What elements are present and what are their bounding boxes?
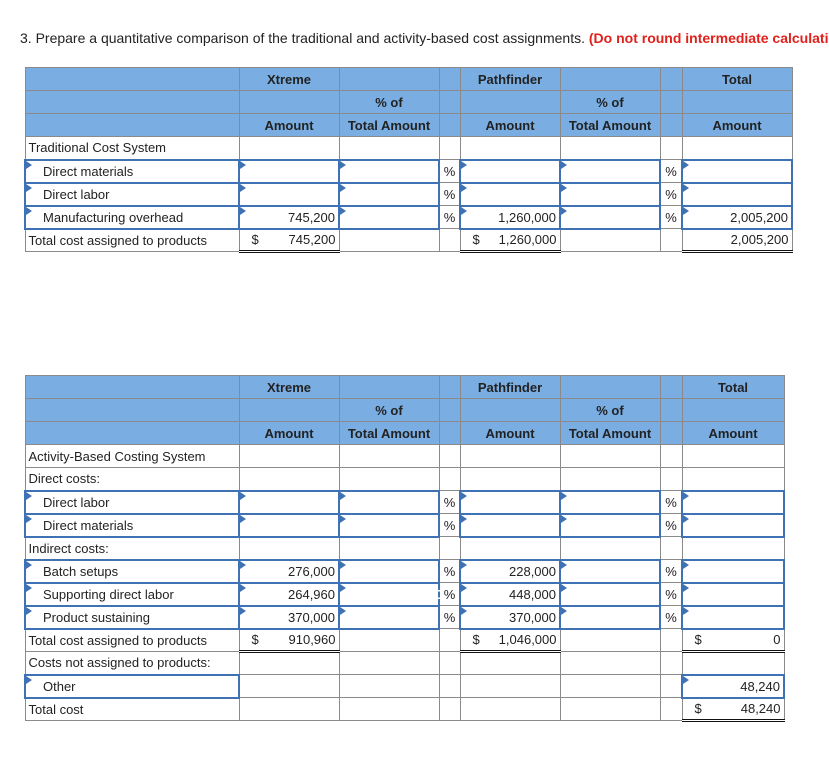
row-label: Total cost assigned to products: [28, 232, 207, 248]
input-pathfinder-amount[interactable]: [460, 560, 560, 583]
header-total-amount: Amount: [682, 422, 784, 445]
row-label: Indirect costs:: [28, 540, 109, 556]
input-label[interactable]: [25, 160, 239, 183]
cell-xtreme-percent: [339, 468, 439, 491]
cell-pathfinder-percent-sign: [660, 160, 682, 183]
input-xtreme-amount[interactable]: [239, 183, 339, 206]
cell-xtreme-percent: [339, 537, 439, 560]
cell-pathfinder-percent-sign: [660, 583, 682, 606]
header-row: [25, 422, 784, 445]
cell-value: 745,200: [288, 209, 335, 225]
header-row: [25, 376, 784, 399]
traditional-cost-table: [24, 67, 793, 253]
cell-xtreme-percent-sign: [439, 537, 460, 560]
cell-xtreme-percent: [339, 137, 439, 160]
percent-sign: %: [665, 609, 677, 625]
table-row: [25, 183, 792, 206]
input-label[interactable]: [25, 560, 239, 583]
cell-value: 448,000: [509, 586, 556, 602]
cell-xtreme-percent-sign: [439, 583, 460, 606]
header-pathfinder-amount: Pathfinder: [460, 68, 560, 91]
input-label[interactable]: [25, 491, 239, 514]
header-pathfinder-percent-sign: [660, 114, 682, 137]
header-row: [25, 399, 784, 422]
header-label: [25, 114, 239, 137]
percent-sign: %: [443, 186, 456, 202]
input-pathfinder-percent[interactable]: [560, 491, 660, 514]
header-xtreme-amount: Xtreme: [239, 376, 339, 399]
cell-pathfinder-percent-sign: [660, 137, 682, 160]
cell-value: 1,260,000: [498, 232, 557, 248]
percent-sign: %: [443, 517, 456, 533]
input-xtreme-percent[interactable]: [339, 606, 439, 629]
row-label: Traditional Cost System: [28, 140, 167, 156]
cell-label: [25, 468, 239, 491]
percent-sign: %: [665, 494, 677, 510]
cell-pathfinder-percent: [560, 468, 660, 491]
percent-sign: %: [443, 209, 456, 225]
input-total-amount[interactable]: [682, 560, 784, 583]
cell-value: 276,000: [288, 563, 335, 579]
header-total-amount: [682, 91, 792, 114]
input-pathfinder-amount[interactable]: [460, 514, 560, 537]
rounding-note: (Do not round intermediate calculati: [588, 30, 829, 46]
dollar-sign: $: [251, 632, 259, 648]
input-label[interactable]: [25, 606, 239, 629]
row-label: Manufacturing overhead: [43, 209, 184, 225]
cell-xtreme-percent-sign: [439, 229, 460, 252]
cell-xtreme-amount: [239, 229, 339, 252]
cell-xtreme-percent: [339, 675, 439, 698]
table-row: [25, 514, 784, 537]
input-total-amount[interactable]: [682, 675, 784, 698]
input-label[interactable]: [25, 514, 239, 537]
input-total-amount[interactable]: [682, 491, 784, 514]
cell-label: [25, 698, 239, 721]
header-pathfinder-amount: Amount: [460, 422, 560, 445]
header-pathfinder-percent-sign: [660, 422, 682, 445]
cell-xtreme-percent: [339, 445, 439, 468]
cell-pathfinder-amount: [460, 629, 560, 652]
cell-value: 1,046,000: [498, 632, 557, 648]
input-label[interactable]: [25, 583, 239, 606]
input-xtreme-percent[interactable]: [339, 160, 439, 183]
percent-sign: %: [665, 563, 677, 579]
header-label: [25, 376, 239, 399]
table-row: [25, 583, 784, 606]
cell-xtreme-percent-sign: [439, 137, 460, 160]
cell-total-amount: [682, 229, 792, 252]
percent-sign: %: [665, 186, 677, 202]
dollar-sign: $: [251, 232, 259, 248]
input-xtreme-amount[interactable]: [239, 206, 339, 229]
header-row: [25, 91, 792, 114]
header-xtreme-percent-sign: [439, 376, 460, 399]
header-xtreme-percent: % of: [339, 399, 439, 422]
percent-sign: %: [443, 609, 456, 625]
cell-value: 48,240: [740, 678, 780, 694]
question-text: 3. Prepare a quantitative comparison of the traditional and activity-based cost assignments.: [20, 30, 585, 46]
cell-value: 910,960: [288, 632, 336, 648]
header-pathfinder-percent: % of: [560, 91, 660, 114]
cell-xtreme-percent-sign: [439, 468, 460, 491]
cell-value: 2,005,200: [730, 209, 788, 225]
cell-pathfinder-amount: [460, 229, 560, 252]
cell-pathfinder-percent-sign: [660, 491, 682, 514]
table-row: [25, 137, 792, 160]
header-pathfinder-amount: [460, 91, 560, 114]
header-xtreme-amount: Amount: [239, 422, 339, 445]
dollar-sign: $: [472, 632, 480, 648]
cell-pathfinder-percent-sign: [660, 514, 682, 537]
input-xtreme-percent[interactable]: [339, 560, 439, 583]
cell-total-amount: [682, 652, 784, 675]
row-label: Direct labor: [43, 494, 110, 510]
cell-value: 228,000: [509, 563, 556, 579]
cell-label: [25, 629, 239, 652]
row-label: Activity-Based Costing System: [28, 448, 206, 464]
input-xtreme-percent[interactable]: [339, 206, 439, 229]
input-xtreme-percent[interactable]: [339, 514, 439, 537]
input-pathfinder-percent[interactable]: [560, 606, 660, 629]
input-pathfinder-amount[interactable]: [460, 206, 560, 229]
header-xtreme-percent-sign: [439, 422, 460, 445]
header-label: [25, 91, 239, 114]
input-pathfinder-amount[interactable]: [460, 160, 560, 183]
table-row: [25, 160, 792, 183]
row-label: Direct materials: [43, 517, 134, 533]
input-pathfinder-percent[interactable]: [560, 183, 660, 206]
cell-pathfinder-percent: [560, 137, 660, 160]
percent-sign: %: [443, 563, 456, 579]
dollar-sign: $: [694, 701, 702, 717]
cell-xtreme-percent-sign: [439, 606, 460, 629]
header-xtreme-percent-sign: [439, 399, 460, 422]
header-pathfinder-percent-sign: [660, 91, 682, 114]
table-row: [25, 652, 784, 675]
table-row: [25, 229, 792, 252]
input-xtreme-amount[interactable]: [239, 160, 339, 183]
header-xtreme-percent: [339, 68, 439, 91]
cell-xtreme-percent-sign: [439, 514, 460, 537]
header-xtreme-amount: [239, 91, 339, 114]
header-total-amount: Total: [682, 376, 784, 399]
cell-xtreme-amount: [239, 698, 339, 721]
header-pathfinder-amount: [460, 399, 560, 422]
cell-pathfinder-amount: [460, 698, 560, 721]
input-label[interactable]: [25, 675, 239, 698]
row-label: Direct costs:: [28, 471, 101, 487]
row-label: Costs not assigned to products:: [28, 655, 211, 671]
cell-pathfinder-percent-sign: [660, 206, 682, 229]
header-xtreme-amount: [239, 399, 339, 422]
cell-pathfinder-percent-sign: [660, 652, 682, 675]
cell-pathfinder-percent: [560, 698, 660, 721]
cell-pathfinder-amount: [460, 468, 560, 491]
percent-sign: %: [665, 209, 677, 225]
input-total-amount[interactable]: [682, 583, 784, 606]
header-pathfinder-percent: Total Amount: [560, 422, 660, 445]
cell-value: 0: [773, 632, 781, 648]
header-pathfinder-percent: [560, 376, 660, 399]
header-xtreme-amount: Xtreme: [239, 68, 339, 91]
cell-pathfinder-percent-sign: [660, 629, 682, 652]
input-total-amount[interactable]: [682, 606, 784, 629]
cell-label: [25, 537, 239, 560]
cell-pathfinder-percent-sign: [660, 560, 682, 583]
dollar-sign: $: [694, 632, 702, 648]
input-total-amount[interactable]: [682, 160, 792, 183]
cell-xtreme-amount: [239, 137, 339, 160]
input-pathfinder-percent[interactable]: [560, 583, 660, 606]
input-pathfinder-percent[interactable]: [560, 514, 660, 537]
cell-xtreme-percent-sign: [439, 183, 460, 206]
input-total-amount[interactable]: [682, 206, 792, 229]
input-label[interactable]: [25, 183, 239, 206]
cell-pathfinder-amount: [460, 137, 560, 160]
cell-value: 2,005,200: [730, 232, 789, 248]
header-pathfinder-percent: Total Amount: [560, 114, 660, 137]
cell-label: [25, 445, 239, 468]
cell-xtreme-percent: [339, 698, 439, 721]
input-total-amount[interactable]: [682, 514, 784, 537]
header-label: [25, 399, 239, 422]
cell-value: 264,960: [288, 586, 335, 602]
cell-xtreme-amount: [239, 468, 339, 491]
input-xtreme-percent[interactable]: [339, 491, 439, 514]
cell-xtreme-percent-sign: [439, 652, 460, 675]
cell-total-amount: [682, 698, 784, 721]
cell-xtreme-percent: [339, 229, 439, 252]
header-xtreme-percent: % of: [339, 91, 439, 114]
cell-xtreme-percent-sign: [439, 629, 460, 652]
input-xtreme-amount[interactable]: [239, 560, 339, 583]
row-label: Direct materials: [43, 163, 134, 179]
input-xtreme-amount[interactable]: [239, 491, 339, 514]
header-xtreme-percent-sign: [439, 68, 460, 91]
input-pathfinder-amount[interactable]: [460, 491, 560, 514]
cell-pathfinder-amount: [460, 652, 560, 675]
cell-pathfinder-percent-sign: [660, 537, 682, 560]
percent-sign: %: [443, 163, 456, 179]
row-label: Batch setups: [43, 563, 119, 579]
cell-xtreme-percent-sign: [439, 560, 460, 583]
row-label: Direct labor: [43, 186, 110, 202]
cell-xtreme-percent: [339, 652, 439, 675]
cell-xtreme-percent-sign: [439, 491, 460, 514]
table-row: [25, 606, 784, 629]
cell-label: [25, 652, 239, 675]
header-pathfinder-percent-sign: [660, 376, 682, 399]
cell-label: [25, 229, 239, 252]
cell-pathfinder-percent-sign: [660, 698, 682, 721]
input-total-amount[interactable]: [682, 183, 792, 206]
header-total-amount: Total: [682, 68, 792, 91]
cell-xtreme-amount: [239, 445, 339, 468]
header-label: [25, 422, 239, 445]
cell-pathfinder-amount: [460, 445, 560, 468]
header-pathfinder-percent: % of: [560, 399, 660, 422]
table-row: [25, 560, 784, 583]
row-label: Product sustaining: [43, 609, 150, 625]
header-row: [25, 68, 792, 91]
cell-value: 370,000: [509, 609, 556, 625]
table-row: [25, 445, 784, 468]
cell-pathfinder-percent: [560, 229, 660, 252]
input-pathfinder-percent[interactable]: [560, 206, 660, 229]
table-row: [25, 491, 784, 514]
cell-xtreme-amount: [239, 629, 339, 652]
cell-pathfinder-amount: [460, 537, 560, 560]
header-xtreme-percent: Total Amount: [339, 114, 439, 137]
question-prompt: [20, 30, 828, 46]
table-row: [25, 206, 792, 229]
cell-pathfinder-percent-sign: [660, 183, 682, 206]
header-pathfinder-amount: Pathfinder: [460, 376, 560, 399]
cell-pathfinder-amount: [460, 675, 560, 698]
cell-xtreme-amount: [239, 675, 339, 698]
cell-pathfinder-percent-sign: [660, 468, 682, 491]
cell-xtreme-percent-sign: [439, 698, 460, 721]
header-xtreme-percent-sign: [439, 114, 460, 137]
table-row: [25, 698, 784, 721]
cell-value: 48,240: [740, 701, 781, 717]
cell-xtreme-percent-sign: [439, 675, 460, 698]
cell-label: [25, 137, 239, 160]
header-pathfinder-percent: [560, 68, 660, 91]
cell-value: 370,000: [288, 609, 335, 625]
header-label: [25, 68, 239, 91]
cell-total-amount: [682, 468, 784, 491]
cell-pathfinder-percent: [560, 629, 660, 652]
cell-pathfinder-percent-sign: [660, 606, 682, 629]
input-pathfinder-amount[interactable]: [460, 183, 560, 206]
header-xtreme-percent-sign: [439, 91, 460, 114]
row-label: Total cost: [28, 701, 84, 717]
row-label: Other: [43, 678, 76, 694]
cell-pathfinder-percent-sign: [660, 675, 682, 698]
input-pathfinder-amount[interactable]: [460, 583, 560, 606]
table-row: [25, 629, 784, 652]
row-label: Total cost assigned to products: [28, 632, 207, 648]
table-row: [25, 468, 784, 491]
cell-xtreme-amount: [239, 537, 339, 560]
cell-xtreme-percent-sign: [439, 160, 460, 183]
input-pathfinder-amount[interactable]: [460, 606, 560, 629]
row-label: Supporting direct labor: [43, 586, 174, 602]
input-xtreme-amount[interactable]: [239, 583, 339, 606]
header-pathfinder-percent-sign: [660, 399, 682, 422]
header-total-amount: Amount: [682, 114, 792, 137]
input-xtreme-amount[interactable]: [239, 606, 339, 629]
cell-pathfinder-percent-sign: [660, 445, 682, 468]
cell-xtreme-percent: [339, 629, 439, 652]
input-xtreme-amount[interactable]: [239, 514, 339, 537]
cell-pathfinder-percent: [560, 652, 660, 675]
input-xtreme-percent[interactable]: [339, 583, 439, 606]
header-xtreme-percent: Total Amount: [339, 422, 439, 445]
cell-pathfinder-percent: [560, 675, 660, 698]
table-row: [25, 537, 784, 560]
cell-xtreme-amount: [239, 652, 339, 675]
cell-total-amount: [682, 445, 784, 468]
input-pathfinder-percent[interactable]: [560, 160, 660, 183]
cell-total-amount: [682, 537, 784, 560]
percent-sign: %: [443, 586, 456, 602]
header-xtreme-percent: [339, 376, 439, 399]
cell-xtreme-percent-sign: [439, 445, 460, 468]
header-pathfinder-percent-sign: [660, 68, 682, 91]
cell-total-amount: [682, 629, 784, 652]
cell-pathfinder-percent: [560, 537, 660, 560]
percent-sign: %: [443, 494, 456, 510]
header-total-amount: [682, 399, 784, 422]
input-xtreme-percent[interactable]: [339, 183, 439, 206]
cell-xtreme-percent-sign: [439, 206, 460, 229]
header-row: [25, 114, 792, 137]
percent-sign: %: [665, 586, 677, 602]
abc-cost-table: [24, 375, 785, 722]
input-pathfinder-percent[interactable]: [560, 560, 660, 583]
header-pathfinder-amount: Amount: [460, 114, 560, 137]
percent-sign: %: [665, 517, 677, 533]
cell-total-amount: [682, 137, 792, 160]
cell-value: 1,260,000: [498, 209, 556, 225]
dollar-sign: $: [472, 232, 480, 248]
cell-pathfinder-percent-sign: [660, 229, 682, 252]
cell-pathfinder-percent: [560, 445, 660, 468]
header-xtreme-amount: Amount: [239, 114, 339, 137]
table-row: [25, 675, 784, 698]
percent-sign: %: [665, 163, 677, 179]
cell-value: 745,200: [288, 232, 336, 248]
input-label[interactable]: [25, 206, 239, 229]
